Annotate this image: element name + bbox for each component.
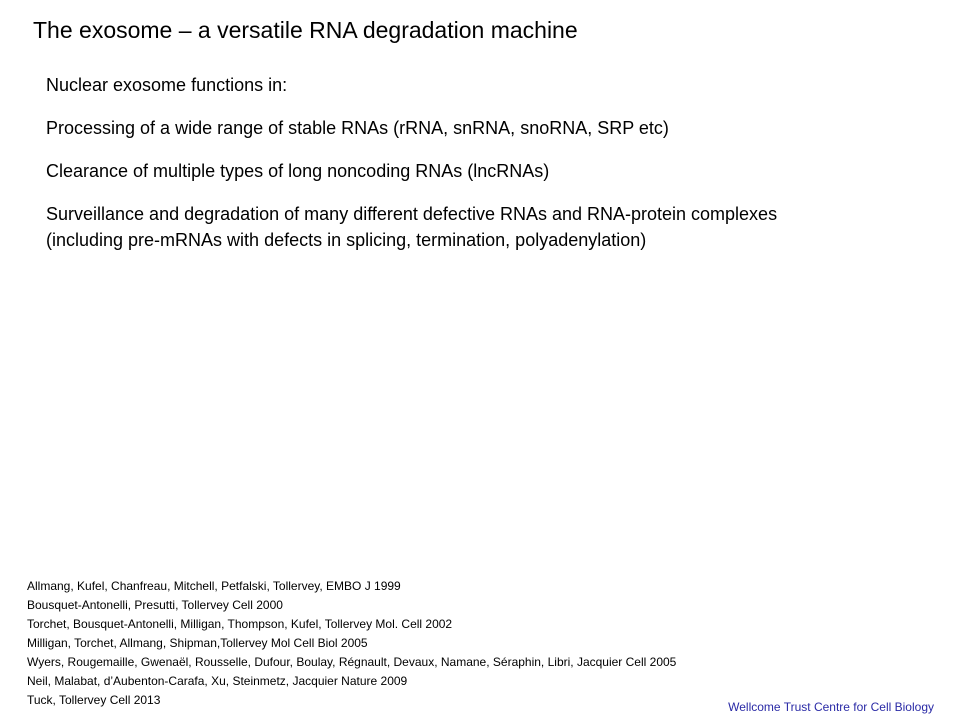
slide-body [46,72,946,270]
reference-item: Wyers, Rougemaille, Gwenaël, Rousselle, Dufour, Boulay, Régnault, Devaux, Namane, Séraphin, Libri, Jacquier Cell 2005 [27,655,677,669]
reference-item: Torchet, Bousquet-Antonelli, Milligan, Thompson, Kufel, Tollervey Mol. Cell 2002 [27,617,453,631]
function-surveillance [46,201,946,253]
reference-item: Neil, Malabat, d’Aubenton-Carafa, Xu, Steinmetz, Jacquier Nature 2009 [27,674,408,688]
reference-item: Allmang, Kufel, Chanfreau, Mitchell, Petfalski, Tollervey, EMBO J 1999 [27,579,401,593]
reference-item: Tuck, Tollervey Cell 2013 [27,693,161,707]
reference-item: Bousquet-Antonelli, Presutti, Tollervey Cell 2000 [27,598,283,612]
intro-line: Nuclear exosome functions in: [46,75,288,95]
reference-list [27,577,676,710]
surveillance-line-1: Surveillance and degradation of many different defective RNAs and RNA-protein complexes [46,204,778,224]
reference-item: Milligan, Torchet, Allmang, Shipman,Tollervey Mol Cell Biol 2005 [27,636,368,650]
slide-title: The exosome – a versatile RNA degradation machine [33,17,578,43]
function-clearance: Clearance of multiple types of long noncoding RNAs (lncRNAs) [46,161,550,181]
surveillance-line-2: (including pre-mRNAs with defects in splicing, termination, polyadenylation) [46,230,647,250]
footer-institution: Wellcome Trust Centre for Cell Biology [728,700,934,714]
function-processing: Processing of a wide range of stable RNAs (rRNA, snRNA, snoRNA, SRP etc) [46,118,669,138]
